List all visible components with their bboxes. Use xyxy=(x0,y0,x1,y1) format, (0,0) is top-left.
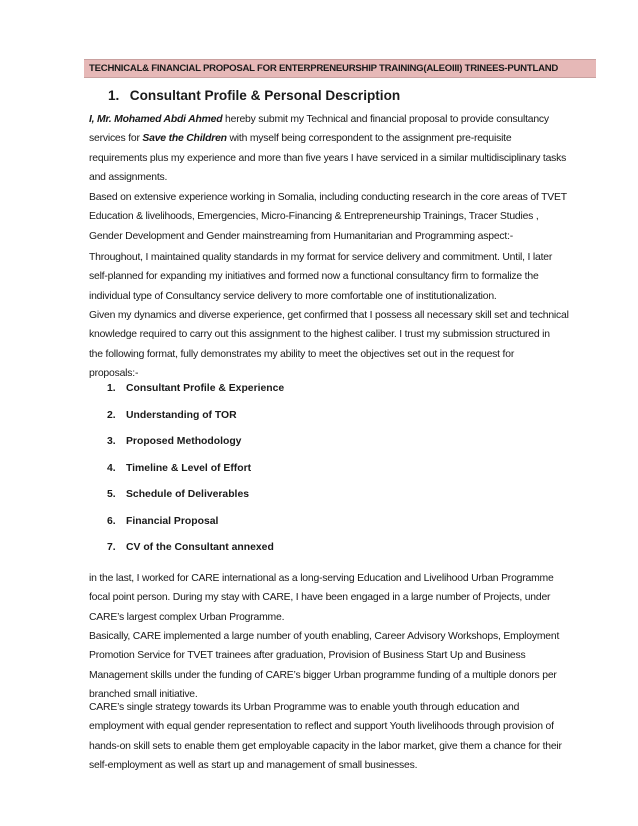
list-number: 4. xyxy=(107,462,116,474)
text-run: services for xyxy=(89,133,143,145)
list-label: Financial Proposal xyxy=(126,515,219,527)
list-label: Timeline & Level of Effort xyxy=(126,462,252,474)
experience-paragraph xyxy=(89,188,599,246)
list-number: 1. xyxy=(107,383,116,394)
paragraph-line: Education & livelihoods, Emergencies, Micro-Financing & Entrepreneurship Trainings, Tracer Studies , xyxy=(89,211,539,223)
care-strategy-paragraph xyxy=(89,698,599,776)
list-label: Understanding of TOR xyxy=(126,409,237,421)
paragraph-line: Throughout, I maintained quality standards in my format for service delivery and commitment. Until, I later xyxy=(89,252,553,263)
list-item xyxy=(107,489,249,500)
list-number: 2. xyxy=(107,409,116,421)
list-number: 7. xyxy=(107,542,116,553)
section-title: Consultant Profile & Personal Description xyxy=(129,88,401,103)
list-item xyxy=(107,463,251,474)
section-heading xyxy=(108,88,400,103)
paragraph-line: individual type of Consultancy service delivery to more comfortable one of institutionalization. xyxy=(89,290,497,302)
paragraph-line: employment with equal gender representation to reflect and support Youth livelihoods through provision of xyxy=(89,721,554,733)
care-role-paragraph xyxy=(89,569,599,627)
list-item xyxy=(107,383,284,394)
care-programs-paragraph xyxy=(89,627,599,705)
capability-paragraph xyxy=(89,306,599,384)
list-number: 6. xyxy=(107,515,116,527)
section-number: 1. xyxy=(108,88,120,103)
list-label: Schedule of Deliverables xyxy=(126,489,250,500)
paragraph-line xyxy=(89,129,599,148)
list-number: 3. xyxy=(107,436,116,447)
paragraph-line: Basically, CARE implemented a large number of youth enabling, Career Advisory Workshops, Employment xyxy=(89,631,560,642)
list-label: CV of the Consultant annexed xyxy=(126,542,274,553)
consultant-name: I, Mr. Mohamed Abdi Ahmed xyxy=(89,114,223,125)
paragraph-line: Given my dynamics and diverse experience, get confirmed that I possess all necessary skill set and technical xyxy=(89,310,569,321)
paragraph-line: and assignments. xyxy=(89,172,168,184)
list-item xyxy=(107,436,241,447)
title-banner xyxy=(84,59,596,78)
paragraph-line: hands-on skill sets to enable them get employable capacity in the labor market, give them a chance for their xyxy=(89,740,562,752)
banner-text: TECHNICAL& FINANCIAL PROPOSAL FOR ENTERPRENEURSHIP TRAINING(ALEOIII) TRINEES-PUNTLAND xyxy=(89,63,559,74)
list-label: Consultant Profile & Experience xyxy=(126,383,285,394)
paragraph-line: requirements plus my experience and more than five years I have serviced in a similar multidisciplinary tasks xyxy=(89,152,567,164)
list-item xyxy=(107,410,237,421)
list-label: Proposed Methodology xyxy=(126,436,242,447)
text-run: with myself being correspondent to the assignment pre-requisite xyxy=(226,133,512,145)
list-item xyxy=(107,516,218,527)
list-item xyxy=(107,542,274,553)
paragraph-line: knowledge required to carry out this assignment to the highest caliber. I trust my submission structured in xyxy=(89,329,550,341)
paragraph-line: Based on extensive experience working in Somalia, including conducting research in the core areas of TVET xyxy=(89,192,567,203)
paragraph-line: in the last, I worked for CARE international as a long-serving Education and Livelihood Urban Programme xyxy=(89,573,554,584)
paragraph-line: Management skills under the funding of CARE’s bigger Urban programme funding of a multiple donors per xyxy=(89,669,557,681)
list-number: 5. xyxy=(107,489,116,500)
paragraph-line: proposals:- xyxy=(89,368,139,380)
paragraph-line: Gender Development and Gender mainstreaming from Humanitarian and Programming aspect:- xyxy=(89,230,514,242)
paragraph-line: CARE’s single strategy towards its Urban Programme was to enable youth through education and xyxy=(89,702,520,713)
paragraph-line xyxy=(89,110,599,129)
quality-paragraph xyxy=(89,248,599,306)
text-run: hereby submit my Technical and financial proposal to provide consultancy xyxy=(222,114,549,125)
intro-paragraph xyxy=(89,110,599,188)
paragraph-line: the following format, fully demonstrates my ability to meet the objectives set out in the request for xyxy=(89,348,515,360)
paragraph-line: self-employment as well as start up and management of small businesses. xyxy=(89,760,418,772)
paragraph-line: branched small initiative. xyxy=(89,689,198,701)
paragraph-line: self-planned for expanding my initiatives and formed now a functional consultancy firm to formalize the xyxy=(89,271,539,283)
organization-name: Save the Children xyxy=(142,133,227,145)
paragraph-line: CARE’s largest complex Urban Programme. xyxy=(89,611,285,623)
paragraph-line: focal point person. During my stay with CARE, I have been engaged in a large number of Projects, under xyxy=(89,592,551,604)
paragraph-line: Promotion Service for TVET trainees after graduation, Provision of Business Start Up and Business xyxy=(89,650,526,662)
